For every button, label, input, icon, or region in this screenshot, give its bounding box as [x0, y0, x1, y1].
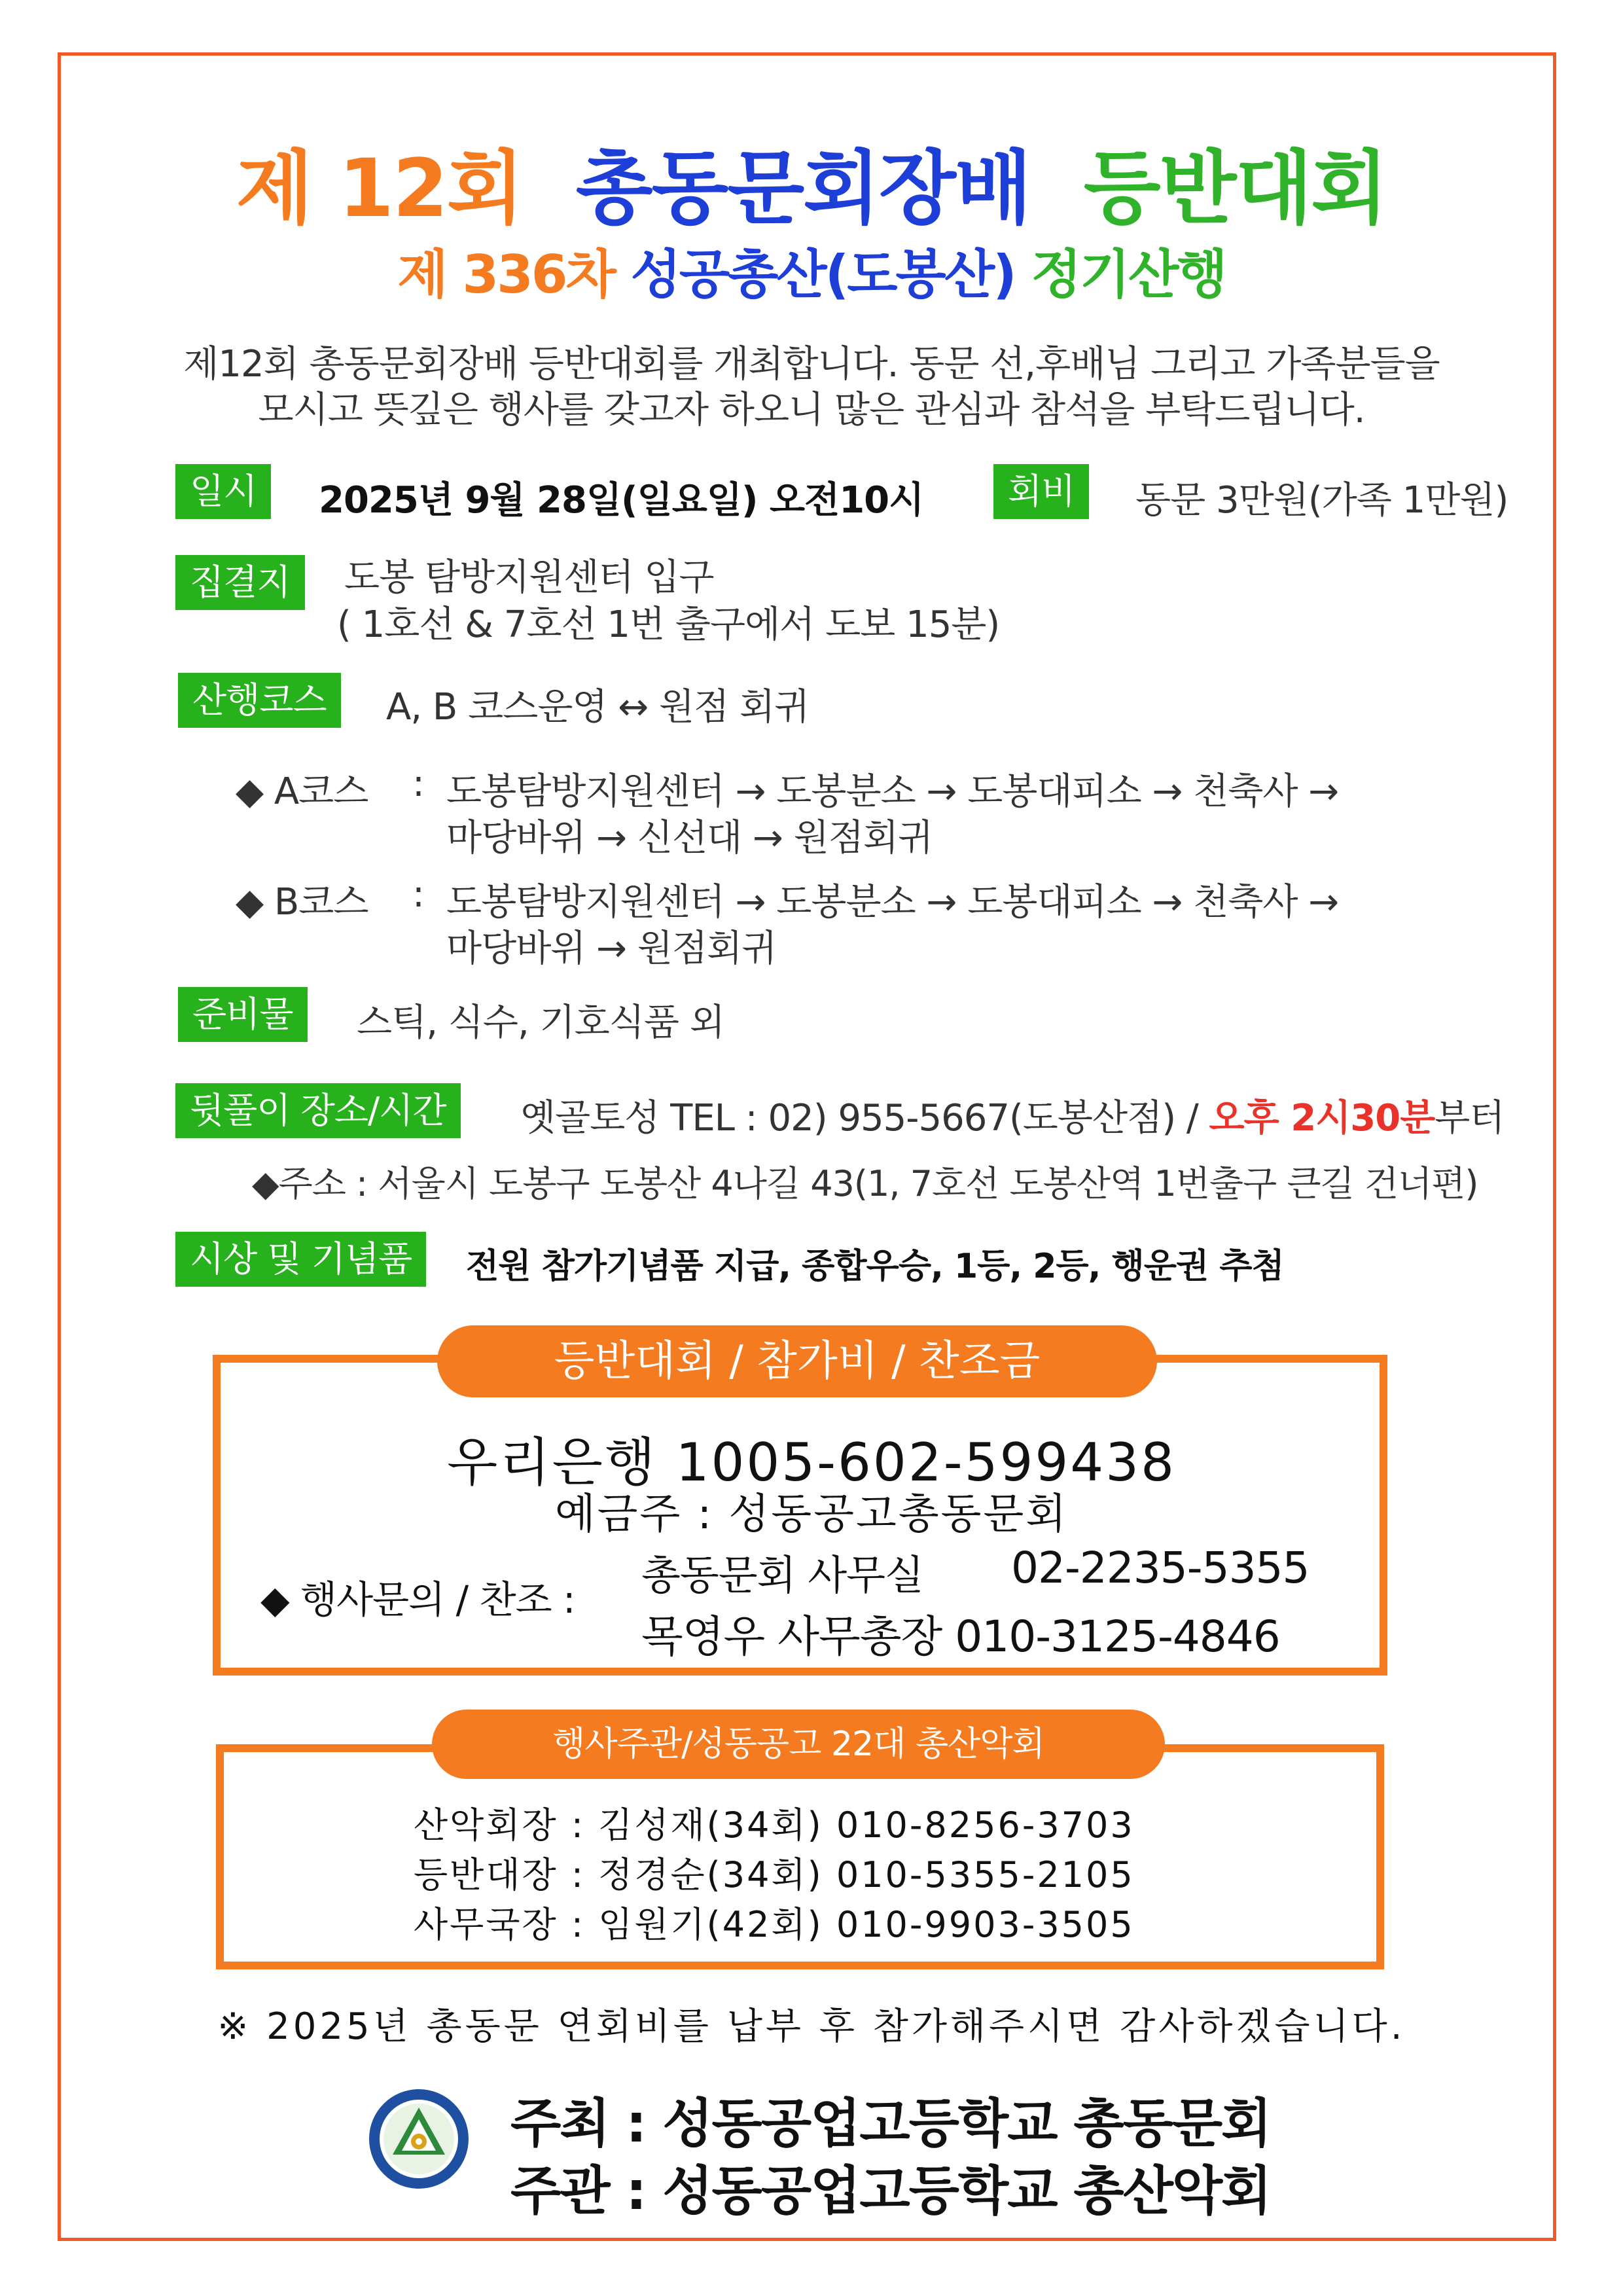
event-subtitle — [0, 232, 1623, 308]
bank-account: 우리은행 1005-602-599438 — [447, 1432, 1176, 1493]
course-a-colon: : — [412, 762, 424, 805]
course-value: A, B 코스운영 ↔ 원점 회귀 — [386, 686, 810, 728]
organizer-line-1: 산악회장 : 김성재(34회) 010-8256-3703 — [414, 1804, 1135, 1846]
organizer-line-3: 사무국장 : 임원기(42회) 010-9903-3505 — [414, 1904, 1135, 1945]
subtitle-type: 정기산행 — [1031, 244, 1226, 305]
date-value: 2025년 9월 28일(일요일) 오전10시 — [319, 479, 924, 522]
account-holder: 예금주 : 성동공고총동문회 — [554, 1490, 1069, 1539]
course-label: 산행코스 — [178, 673, 341, 728]
fee-label: 회비 — [993, 464, 1089, 519]
date-label: 일시 — [175, 464, 271, 519]
title-event-name: 등반대회 — [1083, 142, 1387, 235]
organizer-line-2: 등반대장 : 정경순(34회) 010-5355-2105 — [414, 1854, 1135, 1895]
subtitle-mountain: 성공총산(도봉산) — [630, 244, 1015, 305]
contact-office-phone: 02-2235-5355 — [1011, 1543, 1310, 1593]
title-cup-name: 총동문회장배 — [575, 142, 1031, 235]
afterparty-place: 옛골토성 TEL : 02) 955-5667(도봉산점) / — [520, 1097, 1209, 1139]
fee-value: 동문 3만원(가족 1만원) — [1135, 479, 1508, 522]
afterparty-address: ◆주소 : 서울시 도봉구 도봉산 4나길 43(1, 7호선 도봉산역 1번출구 큰길 건너편) — [252, 1163, 1478, 1204]
items-label: 준비물 — [178, 987, 308, 1042]
course-a-route-2: 마당바위 → 신선대 → 원점회귀 — [446, 817, 933, 859]
meeting-line-1: 도봉 탐방지원센터 입구 — [344, 556, 714, 599]
course-b-colon: : — [412, 873, 424, 916]
course-b-name: ◆ B코스 — [236, 881, 368, 924]
course-b-route-1: 도봉탐방지원센터 → 도봉분소 → 도봉대피소 → 천축사 → — [446, 881, 1339, 924]
awards-label: 시상 및 기념품 — [175, 1232, 426, 1287]
course-a-name: ◆ A코스 — [236, 770, 368, 813]
contact-office-name: 총동문회 사무실 — [641, 1551, 923, 1599]
contact-secretary: 목영우 사무총장 010-3125-4846 — [641, 1611, 1280, 1662]
subtitle-count: 제 336차 — [397, 244, 615, 305]
organizer-line: 주관 : 성동공업고등학교 총산악회 — [510, 2161, 1271, 2221]
organizer-header: 행사주관/성동공고 22대 총산악회 — [432, 1710, 1165, 1779]
afterparty-label: 뒷풀이 장소/시간 — [175, 1083, 461, 1138]
items-value: 스틱, 식수, 기호식품 외 — [357, 1001, 724, 1044]
intro-line-2: 모시고 뜻깊은 행사를 갖고자 하오니 많은 관심과 참석을 부탁드립니다. — [258, 389, 1365, 431]
title-edition: 제 12회 — [236, 142, 523, 235]
course-a-route-1: 도봉탐방지원센터 → 도봉분소 → 도봉대피소 → 천축사 → — [446, 770, 1339, 813]
meeting-label: 집결지 — [175, 555, 305, 610]
afterparty-time: 오후 2시30분 — [1209, 1097, 1435, 1139]
afterparty-value — [520, 1089, 1505, 1141]
school-emblem-logo — [366, 2087, 471, 2191]
course-b-route-2: 마당바위 → 원점회귀 — [446, 927, 777, 970]
inquiry-label: ◆ 행사문의 / 찬조 : — [260, 1577, 575, 1622]
membership-notice: ※ 2025년 총동문 연회비를 납부 후 참가해주시면 감사하겠습니다. — [217, 2005, 1406, 2048]
donation-header: 등반대회 / 참가비 / 찬조금 — [437, 1325, 1157, 1397]
intro-line-1: 제12회 총동문회장배 등반대회를 개최합니다. 동문 선,후배님 그리고 가족분들을 — [183, 343, 1440, 386]
awards-value: 전원 참가기념품 지급, 종합우승, 1등, 2등, 행운권 추첨 — [466, 1247, 1284, 1286]
afterparty-from: 부터 — [1435, 1097, 1505, 1139]
event-title — [0, 124, 1623, 239]
meeting-line-2: ( 1호선 & 7호선 1번 출구에서 도보 15분) — [337, 603, 1000, 646]
host-line: 주최 : 성동공업고등학교 총동문회 — [510, 2093, 1271, 2154]
